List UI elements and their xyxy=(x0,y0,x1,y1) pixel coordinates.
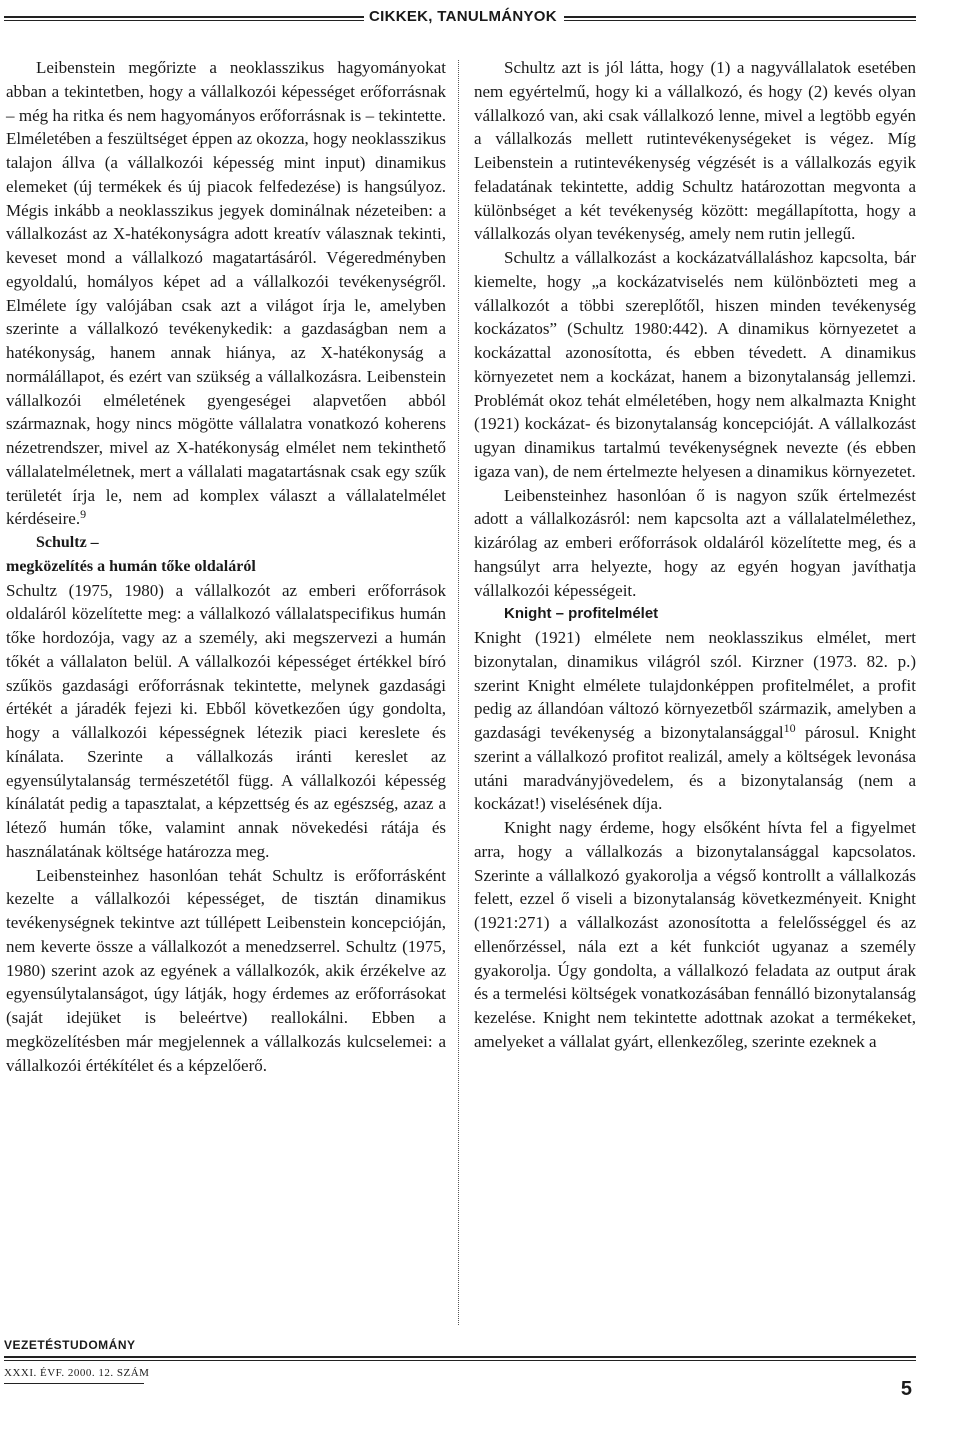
paragraph-text: Leibenstein megőrizte a neoklasszikus hagyományokat abban a tekintetben, hogy a vállalkozói képességet erőforrásnak – még ha ritka és nem hagyományos erőforrásnak is – tekintette. Elméletében a feszültséget éppen az okozza, hogy neoklasszikus talajon állva (a vállalkozói képesség mint input) dinamikus elemeket (új termékek és új piacok felfedezése) is hangsúlyoz. Mégis inkább a neoklasszikus jegyek dominálnak nézeteiben: a vállalkozást az X-hatékonyságra adott kreatív válasznak tekinti, keveset mond a vállalkozó magatartásáról. Végeredményben egyoldalú, homályos képet ad a vállalkozói tevékenységről. Elmélete így valójában csak azt a világot írja le, amelyben szerinte a vállalkozó tevékenykedik: a gazdaságban nem a hatékonyság, hanem annak hiánya, az X-hatékonyság a normálállapot, és ezért van szükség a vállalkozásra. Leibenstein vállalkozói elméletének gyengeségei alapvetően abból származnak, hogy nincs mögötte vállalatra vonatkozó koherens nézetrendszer, mivel az X-hatékonyság elmélet nem tekinthető vállalatelméletnek, mert a vállalati magatartásnak csak egy szűk területét írja le, nem ad komplex választ a vállalatelmélet kérdéseire. xyxy=(6,58,446,529)
paragraph: Knight nagy érdeme, hogy elsőként hívta fel a figyelmet arra, hogy a vállalkozás a bizonytalansággal kapcsolatos. Szerinte a vállalkozó gyakorolja a végső kontrollt a vállalkozás felett, ezzel ő viseli a bizonytalanság következményeit. Knight (1921:271) a vállalkozást azonosította a felelősséggel és az ellenőrzéssel, nála ezt a két funkciót ugyanaz a személy gyakorolja. Úgy gondolta, a vállalkozó feladata az output árak és a termelési költségek vonatkozásában fennálló bizonytalanság kezelése. Knight nem tekintette adottnak azokat a termékeket, amelyeket a vállalat gyárt, ellenkezőleg, szerinte ezeknek a xyxy=(474,818,916,1051)
paragraph: Leibensteinhez hasonlóan tehát Schultz is erőforrásként kezelte a vállalkozói képességet, de tisztán dinamikus tevékenységnek tekintve azt túllépett Leibenstein koncepcióján, nem keverte össze a vállalkozót a menedzserrel. Schultz (1975, 1980) szerint azok az egyének a vállalkozók, akik érzékelve az egyensúlytalanságot, úgy látják, hogy érdemes az erőforrásokat (saját idejüket is beleértve) reallokálni. Ebben a megközelítésben már megjelennek a vállalkozás kulcselemei: a vállalkozói értékítélet és a képzelőerő. xyxy=(6,865,446,1075)
heading-line: megközelítés a humán tőke oldaláról xyxy=(6,557,256,575)
section-heading: Knight – profitelmélet xyxy=(504,605,659,623)
issue-info: XXXI. ÉVF. 2000. 12. SZÁM xyxy=(4,1367,150,1379)
right-column xyxy=(474,56,916,1054)
journal-name: VEZETÉSTUDOMÁNY xyxy=(4,1338,136,1352)
page-header xyxy=(4,6,916,28)
paragraph xyxy=(474,626,916,816)
heading-line: Schultz – xyxy=(36,534,99,551)
footer-rule xyxy=(4,1360,916,1361)
header-rule xyxy=(4,20,364,21)
footer-rule xyxy=(4,1383,144,1384)
left-column xyxy=(6,56,446,1077)
page-number: 5 xyxy=(900,1378,912,1400)
footnote-marker: 9 xyxy=(80,507,87,522)
header-rule xyxy=(564,16,916,18)
paragraph: Schultz (1975, 1980) a vállalkozót az emberi erőforrások oldaláról közelítette meg: a vállalkozó vállalatspecifikus humán tőke hordozója, vagy az a személy, aki megszervezi a humán tőkét a vállalaton belül. A vállalkozói képességet értékkel bíró szűkös gazdasági erőforrásnak tekintette, melynek gazdasági értékét a járadék fejezi ki. Ebből következően úgy gondolta, hogy a vállalkozói képességnek létezik piaci kereslete és kínálata. Szerinte a vállalkozás iránti kereslet az egyensúlytalanság természetétől függ. A vállalkozói képesség kínálatát pedig a tapasztalat, a képzettség és az egészség, azaz a létező humán tőke, valamint annak növekedési rátája és használatának költsége határozza meg. xyxy=(6,580,446,861)
paragraph: Schultz a vállalkozást a kockázatvállaláshoz kapcsolta, bár kiemelte, hogy „a kockázatviselés nem különbözteti meg a vállalkozót a többi szereplőtől, hiszen minden tevékenység kockázatos” (Schultz 1980:442). A dinamikus környezetet a kockázattal azonosította, és ebben tévedett. A dinamikus környezetet nem a kockázat, hanem a bizonytalanság jellemzi. Problémát okoz tehát elméletében, hogy nem alkalmazta Knight (1921) kockázat- és bizonytalanság koncepcióját. A vállalkozást ugyan dinamikus tartalmú tevékenységnek nevezte (és ebben igaza van), de nem értelmezte helyesen a dinamikus környezetet. xyxy=(474,248,916,481)
column-divider xyxy=(458,60,459,1325)
paragraph: Leibensteinhez hasonlóan ő is nagyon szűk értelmezést adott a vállalkozásról: nem kapcsolta azt a vállalatelmélethez, kizárólag az emberi erőforrások oldaláról közelítette meg, és a hangsúlyt arra helyezte, hogy az egyén hogyan javíthatja vállalkozói képességeit. xyxy=(474,485,916,600)
header-rule xyxy=(564,20,916,21)
header-rule xyxy=(4,16,364,18)
page-footer xyxy=(4,1338,916,1400)
section-title: CIKKEK, TANULMÁNYOK xyxy=(369,8,557,25)
paragraph-text: párosul. Knight szerint a vállalkozó profitot realizál, amely a költségek levonása utáni maradványjövedelem, és a bizonytalanság (nem a kockázat!) viselésének díja. xyxy=(474,723,916,814)
footnote-marker: 10 xyxy=(783,721,796,735)
section-heading xyxy=(6,531,446,579)
paragraph xyxy=(6,56,446,531)
paragraph-text: Knight (1921) elmélete nem neoklasszikus elmélet, mert bizonytalan, dinamikus világról szól. Kirzner (1973. 82. p.) szerint Knight elmélete tulajdonképpen profitelmélet, a profit pedig az állandóan változó környezetből származik, amelyben a gazdasági tevékenység a bizonytalansággal xyxy=(474,628,916,742)
footer-rule xyxy=(4,1356,916,1358)
paragraph: Schultz azt is jól látta, hogy (1) a nagyvállalatok esetében nem egyértelmű, hogy ki a vállalkozó, és hogy (2) kevés olyan vállalkozó van, aki csak vállalkozó lenne, mivel a legtöbb egyén a vállalkozás mellett rutintevékenységeket is végez. Míg Leibenstein a rutintevékenység végzését is a vállalkozás egyik feladatának tekintette, addig Schultz határozottan megvonta a különbséget a két tevékenység között: megállapította, hogy a vállalkozás olyan tevékenység, amely nem rutin jellegű. xyxy=(474,58,916,244)
